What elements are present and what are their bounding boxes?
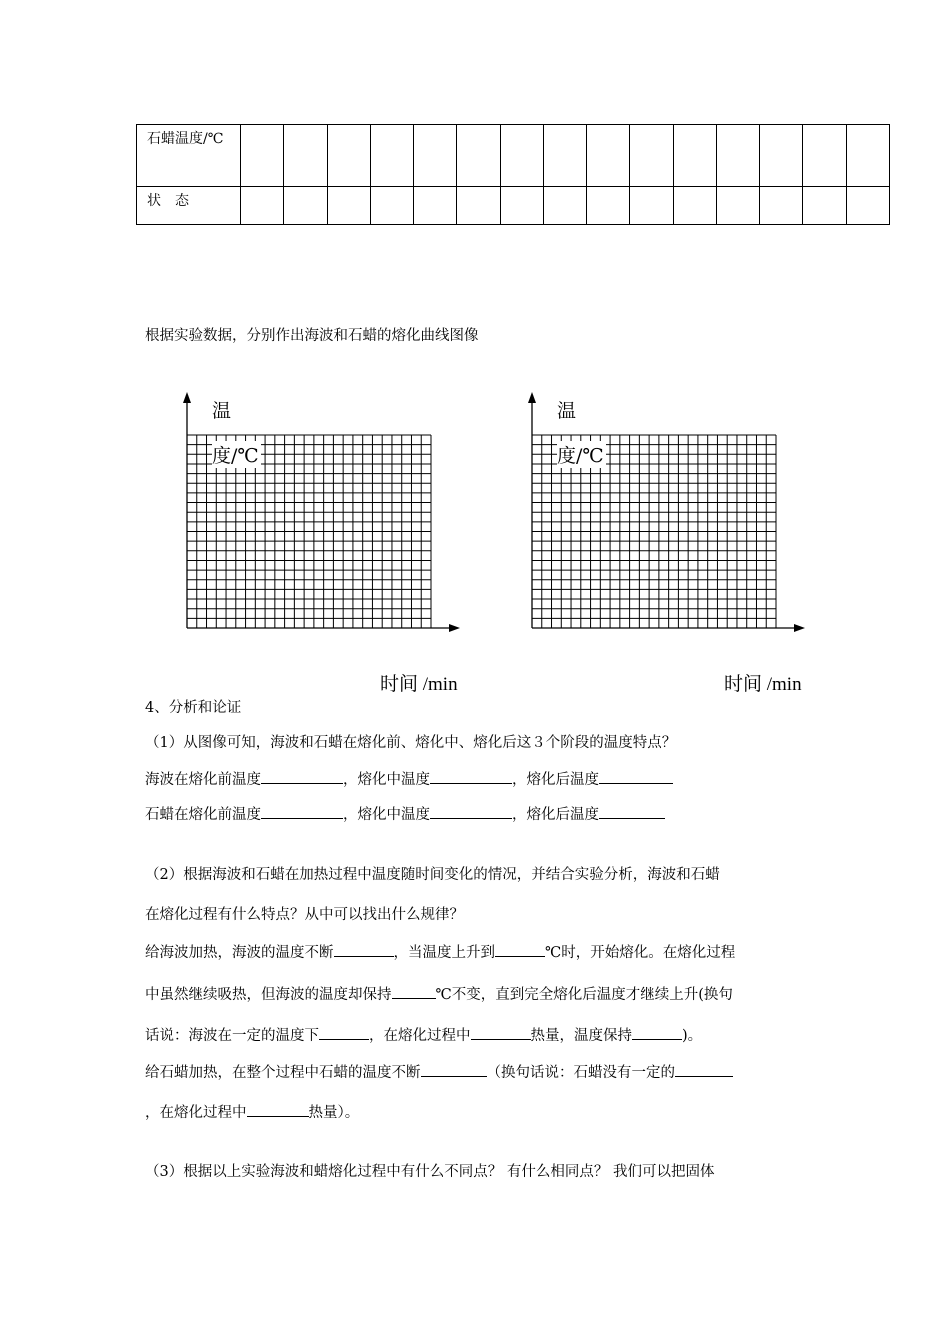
paragraph-line-5: ，在熔化过程中 热量）。 <box>145 1102 359 1123</box>
question-3: （3）根据以上实验海波和蜡熔化过程中有什么不同点？ 有什么相同点？ 我们可以把固体 <box>145 1164 715 1180</box>
question-1: （1）从图像可知，海波和石蜡在熔化前、熔化中、熔化后这３个阶段的温度特点？ <box>145 735 677 751</box>
graph1-xlabel: 时间 /min <box>380 674 458 695</box>
question-2-line1: （2）根据海波和石蜡在加热过程中温度随时间变化的情况，并结合实验分析，海波和石蜡 <box>145 867 720 883</box>
blank-field[interactable] <box>471 1025 531 1040</box>
x-axis-arrow-icon <box>449 624 460 632</box>
blank-field[interactable] <box>247 1102 309 1117</box>
blank-field[interactable] <box>319 1025 369 1040</box>
paragraph-line-1: 给海波加热，海波的温度不断 ，当温度上升到 ℃时，开始熔化。在熔化过程 <box>145 942 735 963</box>
blank-field[interactable] <box>599 804 665 819</box>
table-row <box>137 187 890 225</box>
blank-field[interactable] <box>261 769 343 784</box>
graph2-ylabel-2: 度/℃ <box>557 441 606 468</box>
y-axis-arrow-icon <box>528 392 536 403</box>
table-row <box>137 125 890 187</box>
graph2-ylabel-1: 温 <box>557 400 577 422</box>
graph-grid-haibo[interactable] <box>170 390 470 642</box>
instruction-text: 根据实验数据，分别作出海波和石蜡的熔化曲线图像 <box>145 328 479 344</box>
row-label-state: 状 态 <box>137 187 241 225</box>
graph2-xlabel: 时间 /min <box>724 674 802 695</box>
blank-field[interactable] <box>675 1062 733 1077</box>
blank-field[interactable] <box>632 1025 682 1040</box>
section-title: 4、分析和论证 <box>145 700 242 716</box>
blank-field[interactable] <box>334 942 394 957</box>
graph1-ylabel-2: 度/℃ <box>212 441 261 468</box>
blank-field[interactable] <box>495 942 545 957</box>
paragraph-line-4: 给石蜡加热，在整个过程中石蜡的温度不断 （换句话说：石蜡没有一定的 <box>145 1062 733 1083</box>
blank-field[interactable] <box>430 769 512 784</box>
haibo-temperature-line: 海波在熔化前温度 ，熔化中温度 ，熔化后温度 <box>145 769 673 790</box>
graph-grid-shila[interactable] <box>515 390 815 642</box>
paragraph-line-3: 话说：海波在一定的温度下 ，在熔化过程中 热量，温度保持 )。 <box>145 1025 702 1046</box>
x-axis-arrow-icon <box>794 624 805 632</box>
blank-field[interactable] <box>430 804 512 819</box>
data-table <box>136 124 890 225</box>
blank-field[interactable] <box>392 984 436 999</box>
paragraph-line-2: 中虽然继续吸热，但海波的温度却保持 ℃不变，直到完全熔化后温度才继续上升(换句 <box>145 984 733 1005</box>
row-label-temperature: 石蜡温度/℃ <box>137 125 241 187</box>
blank-field[interactable] <box>421 1062 487 1077</box>
question-2-line2: 在熔化过程有什么特点？从中可以找出什么规律？ <box>145 907 464 923</box>
y-axis-arrow-icon <box>183 392 191 403</box>
blank-field[interactable] <box>599 769 673 784</box>
graph1-ylabel-1: 温 <box>212 400 232 422</box>
blank-field[interactable] <box>261 804 343 819</box>
shila-temperature-line: 石蜡在熔化前温度 ，熔化中温度 ，熔化后温度 <box>145 804 665 825</box>
